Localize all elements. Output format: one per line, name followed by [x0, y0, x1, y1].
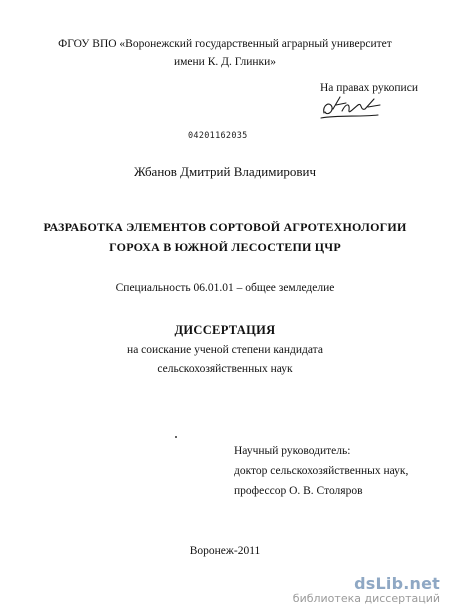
author-name: Жбанов Дмитрий Владимирович	[133, 164, 317, 179]
watermark-logo[interactable]: dsLib.net	[354, 574, 440, 593]
supervisor-label: Научный руководитель:	[234, 445, 351, 457]
specialty: Специальность 06.01.01 – общее земледелие	[115, 282, 335, 294]
degree-line-2: сельскохозяйственных наук	[157, 363, 293, 375]
document-type: ДИССЕРТАЦИЯ	[174, 323, 276, 337]
library-stamp-number: 04201162035	[188, 131, 248, 141]
manuscript-rights-note: На правах рукописи	[320, 82, 418, 94]
institution-line-1: ФГОУ ВПО «Воронежский государственный аграрный университет	[58, 38, 392, 50]
dissertation-title-line-2: ГОРОХА В ЮЖНОЙ ЛЕСОСТЕПИ ЦЧР	[109, 240, 341, 254]
watermark-subtitle: библиотека диссертаций	[292, 592, 440, 605]
handwritten-signature	[318, 93, 388, 123]
institution-line-2: имени К. Д. Глинки»	[173, 56, 277, 68]
supervisor-degree: доктор сельскохозяйственных наук,	[234, 465, 409, 477]
dissertation-title-line-1: РАЗРАБОТКА ЭЛЕМЕНТОВ СОРТОВОЙ АГРОТЕХНОЛОГИИ	[43, 220, 407, 234]
scan-speck	[175, 436, 177, 438]
supervisor-name: профессор О. В. Столяров	[234, 485, 363, 497]
city-year: Воронеж-2011	[189, 545, 261, 557]
degree-line-1: на соискание ученой степени кандидата	[127, 344, 323, 356]
